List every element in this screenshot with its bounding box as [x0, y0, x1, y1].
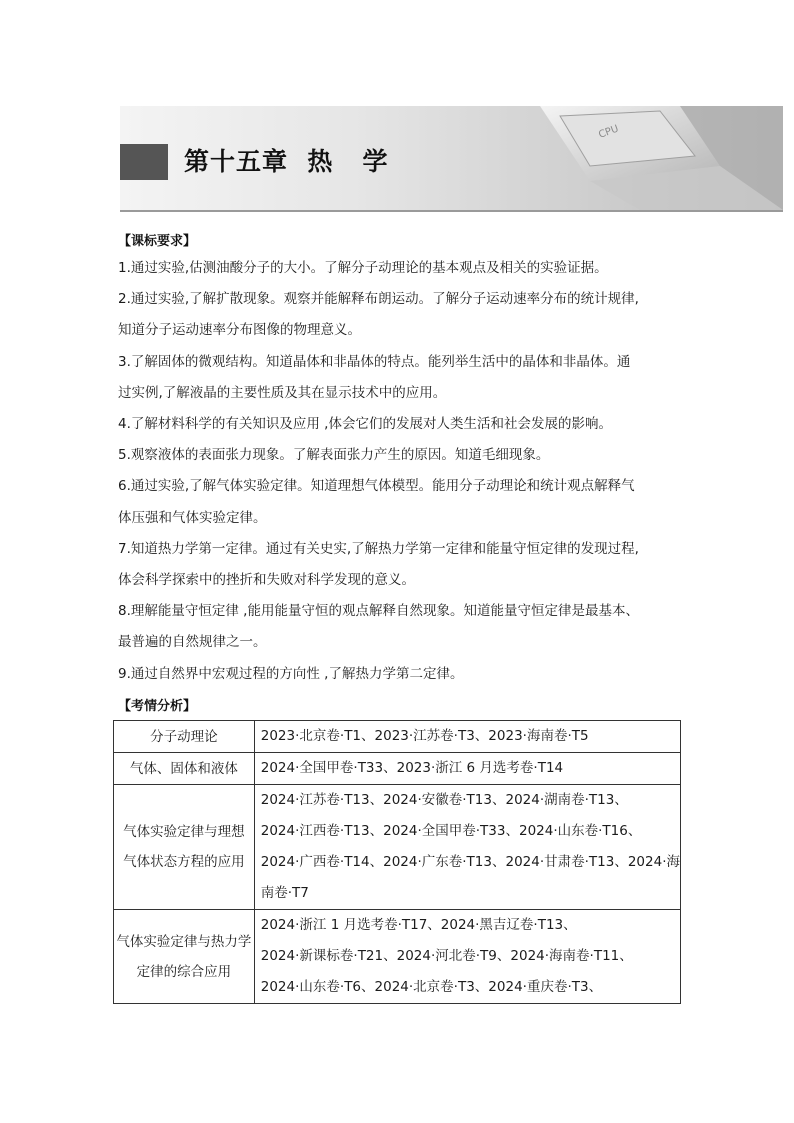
- exam-item-line: 2024·山东卷·T6、2024·北京卷·T3、2024·重庆卷·T3、: [260, 979, 603, 995]
- topic-cell: [114, 753, 255, 785]
- requirement-line: 体压强和气体实验定律。: [118, 510, 267, 526]
- curriculum-heading: 【课标要求】: [118, 234, 197, 249]
- exam-item-line: 2023·北京卷·T1、2023·江苏卷·T3、2023·海南卷·T5: [260, 728, 589, 744]
- topic-label: 气体状态方程的应用: [123, 854, 245, 870]
- requirement-line: 3.了解固体的微观结构。知道晶体和非晶体的特点。能列举生活中的晶体和非晶体。通: [118, 354, 631, 370]
- requirement-line: 1.通过实验,估测油酸分子的大小。了解分子动理论的基本观点及相关的实验证据。: [118, 260, 608, 276]
- requirement-line: 2.通过实验,了解扩散现象。观察并能解释布朗运动。了解分子运动速率分布的统计规律,: [118, 291, 639, 307]
- requirement-line: 体会科学探索中的挫折和失败对科学发现的意义。: [118, 572, 415, 588]
- requirement-line: 4.了解材料科学的有关知识及应用 ,体会它们的发展对人类生活和社会发展的影响。: [118, 416, 612, 432]
- items-cell: [254, 721, 680, 753]
- exam-item-line: 2024·江苏卷·T13、2024·安徽卷·T13、2024·湖南卷·T13、: [260, 792, 628, 808]
- chapter-title: 第十五章 热 学: [184, 147, 389, 176]
- banner-rule: [120, 210, 783, 212]
- requirement-line: 8.理解能量守恒定律 ,能用能量守恒的观点解释自然现象。知道能量守恒定律是最基本、: [118, 603, 639, 619]
- items-cell: [254, 753, 680, 785]
- chapter-banner: [120, 106, 783, 210]
- exam-item-line: 2024·广西卷·T14、2024·广东卷·T13、2024·甘肃卷·T13、2024·海: [260, 854, 680, 870]
- requirement-line: 最普遍的自然规律之一。: [118, 634, 267, 650]
- table-row: [114, 910, 681, 1004]
- topic-label: 气体实验定律与理想: [123, 824, 245, 840]
- table-row: [114, 753, 681, 785]
- items-cell: [254, 910, 680, 1004]
- topic-cell: [114, 910, 255, 1004]
- topic-label: 定律的综合应用: [136, 963, 232, 980]
- topic-label: 气体、固体和液体: [129, 760, 238, 777]
- topic-label: 分子动理论: [150, 728, 218, 745]
- topic-label: 气体实验定律与热力学: [116, 933, 252, 950]
- table-row: [114, 785, 681, 910]
- exam-item-line: 2024·全国甲卷·T33、2023·浙江 6 月选考卷·T14: [260, 760, 564, 776]
- requirement-line: 9.通过自然界中宏观过程的方向性 ,了解热力学第二定律。: [118, 666, 464, 682]
- analysis-heading: 【考情分析】: [118, 699, 197, 714]
- requirement-line: 过实例,了解液晶的主要性质及其在显示技术中的应用。: [118, 385, 447, 401]
- requirement-line: 知道分子运动速率分布图像的物理意义。: [118, 322, 361, 338]
- items-cell: [254, 785, 680, 910]
- requirement-line: 5.观察液体的表面张力现象。了解表面张力产生的原因。知道毛细现象。: [118, 447, 550, 463]
- requirement-line: 6.通过实验,了解气体实验定律。知道理想气体模型。能用分子动理论和统计观点解释气: [118, 478, 635, 494]
- exam-item-line: 南卷·T7: [260, 885, 309, 901]
- topic-cell: [114, 721, 255, 753]
- table-row: [114, 721, 681, 753]
- svg-text:CPU: CPU: [597, 123, 621, 141]
- banner-dark-block: [120, 144, 168, 180]
- exam-item-line: 2024·江西卷·T13、2024·全国甲卷·T33、2024·山东卷·T16、: [260, 823, 642, 839]
- exam-item-line: 2024·新课标卷·T21、2024·河北卷·T9、2024·海南卷·T11、: [260, 948, 633, 964]
- topic-cell: [114, 785, 255, 910]
- requirement-line: 7.知道热力学第一定律。通过有关史实,了解热力学第一定律和能量守恒定律的发现过程,: [118, 541, 639, 557]
- analysis-table: [113, 720, 681, 1004]
- exam-item-line: 2024·浙江 1 月选考卷·T17、2024·黑吉辽卷·T13、: [260, 917, 577, 933]
